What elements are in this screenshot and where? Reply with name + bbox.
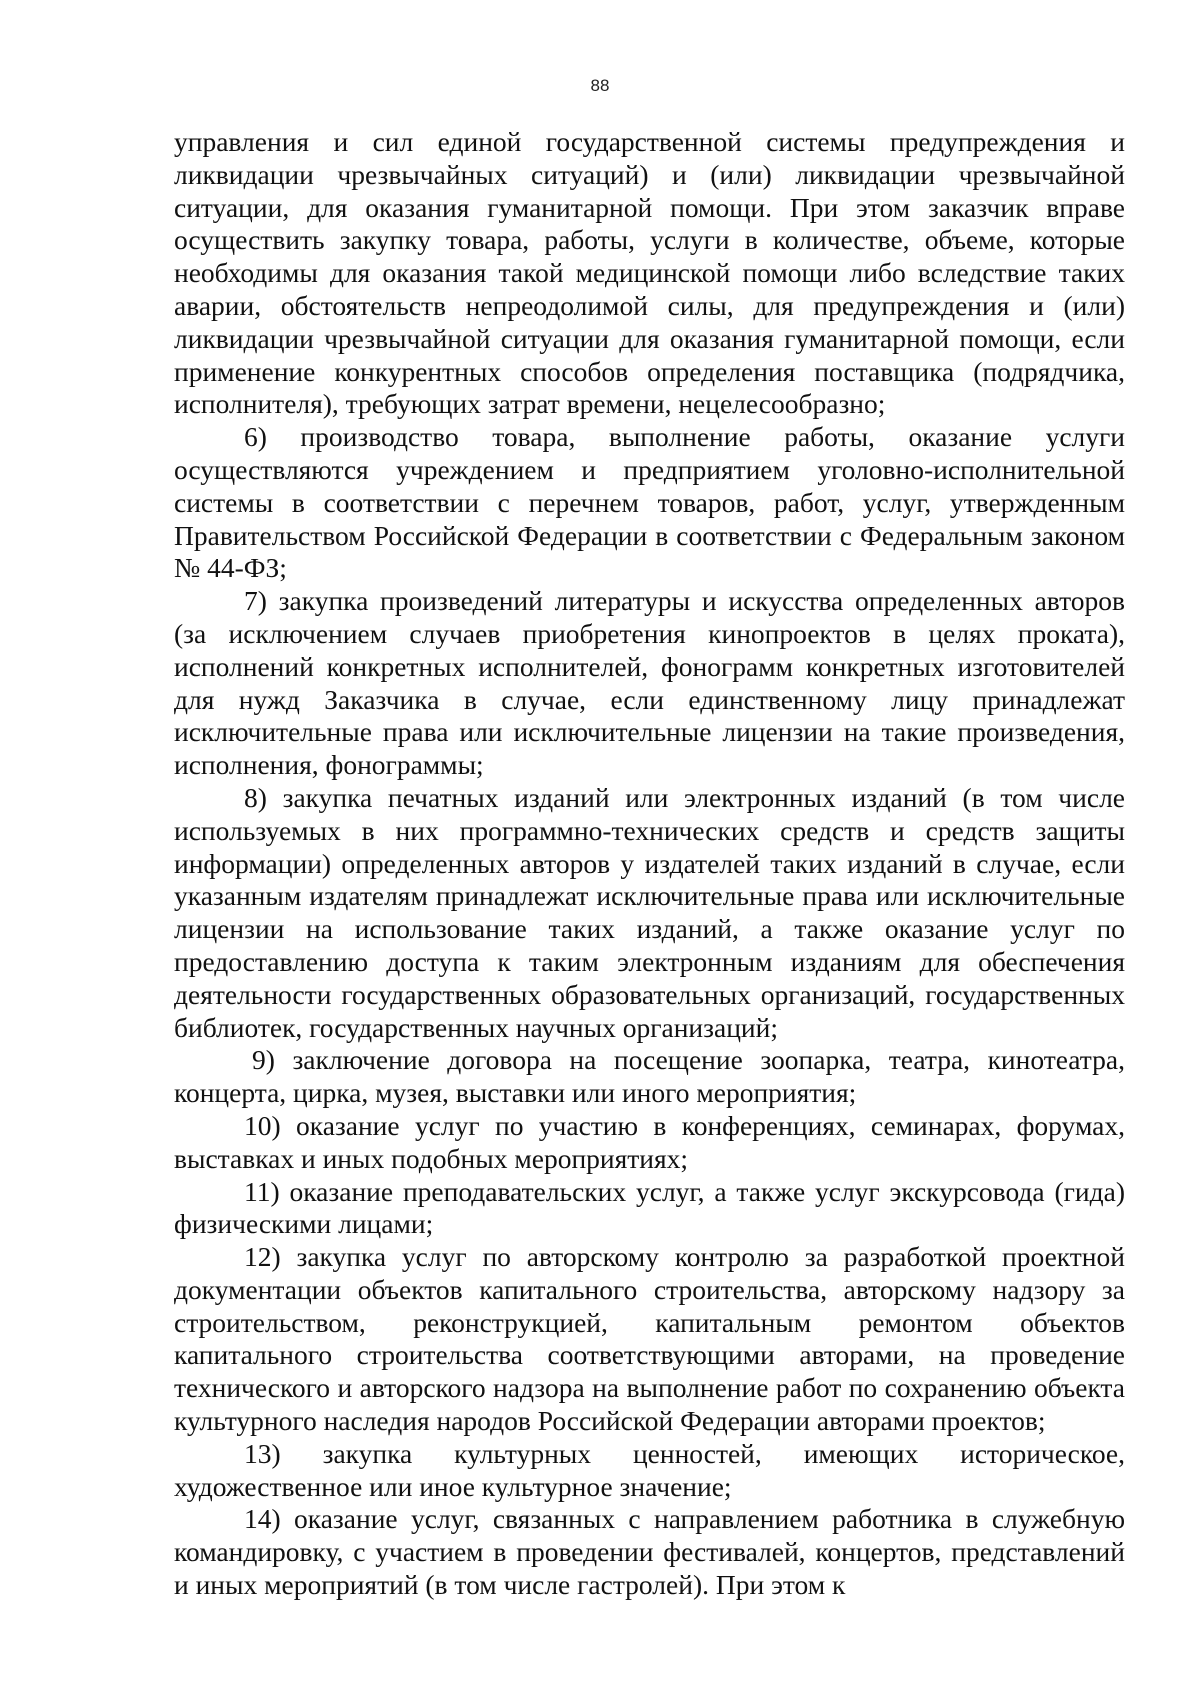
paragraph-item-12: 12) закупка услуг по авторскому контролю за разработкой проектной документации объектов капитального строительства, авторскому надзору за строительством, реконструкцией, капитальным ремонтом объектов капитального строительства соответствующими авторами, на проведение технического и авторского надзора на выполнение работ по сохранению объекта культурного наследия народов Российской Федерации авторами проектов; <box>174 1241 1125 1437</box>
paragraph-item-13: 13) закупка культурных ценностей, имеющих историческое, художественное или иное культурное значение; <box>174 1437 1125 1502</box>
paragraph-continuation: управления и сил единой государственной системы предупреждения и ликвидации чрезвычайных ситуаций) и (или) ликвидации чрезвычайной ситуации, для оказания гуманитарной помощи. При этом заказчик вправе осуществить закупку товара, работы, услуги в количестве, объеме, которые необходимы для оказания такой медицинской помощи либо вследствие таких аварии, обстоятельств непреодолимой силы, для предупреждения и (или) ликвидации чрезвычайной ситуации для оказания гуманитарной помощи, если применение конкурентных способов определения поставщика (подрядчика, исполнителя), требующих затрат времени, нецелесообразно; <box>174 126 1125 420</box>
paragraph-item-6: 6) производство товара, выполнение работы, оказание услуги осуществляются учреждением и предприятием уголовно-исполнительной системы в соответствии с перечнем товаров, работ, услуг, утвержденным Правительством Российской Федерации в соответствии с Федеральным законом № 44-ФЗ; <box>174 421 1125 584</box>
paragraph-item-11: 11) оказание преподавательских услуг, а также услуг экскурсовода (гида) физическими лицами; <box>174 1175 1125 1240</box>
paragraph-item-9: 9) заключение договора на посещение зоопарка, театра, кинотеатра, концерта, цирка, музея, выставки или иного мероприятия; <box>174 1044 1125 1109</box>
paragraph-item-14: 14) оказание услуг, связанных с направлением работника в служебную командировку, с участием в проведении фестивалей, концертов, представлений и иных мероприятий (в том числе гастролей). При этом к <box>174 1503 1125 1601</box>
document-body <box>174 126 1125 1602</box>
page-number: 88 <box>590 76 610 95</box>
paragraph-item-10: 10) оказание услуг по участию в конференциях, семинарах, форумах, выставках и иных подобных мероприятиях; <box>174 1109 1125 1174</box>
paragraph-item-7: 7) закупка произведений литературы и искусства определенных авторов (за исключением случаев приобретения кинопроектов в целях проката), исполнений конкретных исполнителей, фонограмм конкретных изготовителей для нужд Заказчика в случае, если единственному лицу принадлежат исключительные права или исключительные лицензии на такие произведения, исполнения, фонограммы; <box>174 585 1125 781</box>
paragraph-item-8: 8) закупка печатных изданий или электронных изданий (в том числе используемых в них программно-технических средств и средств защиты информации) определенных авторов у издателей таких изданий в случае, если указанным издателям принадлежат исключительные права или исключительные лицензии на использование таких изданий, а также оказание услуг по предоставлению доступа к таким электронным изданиям для обеспечения деятельности государственных образовательных организаций, государственных библиотек, государственных научных организаций; <box>174 781 1125 1043</box>
